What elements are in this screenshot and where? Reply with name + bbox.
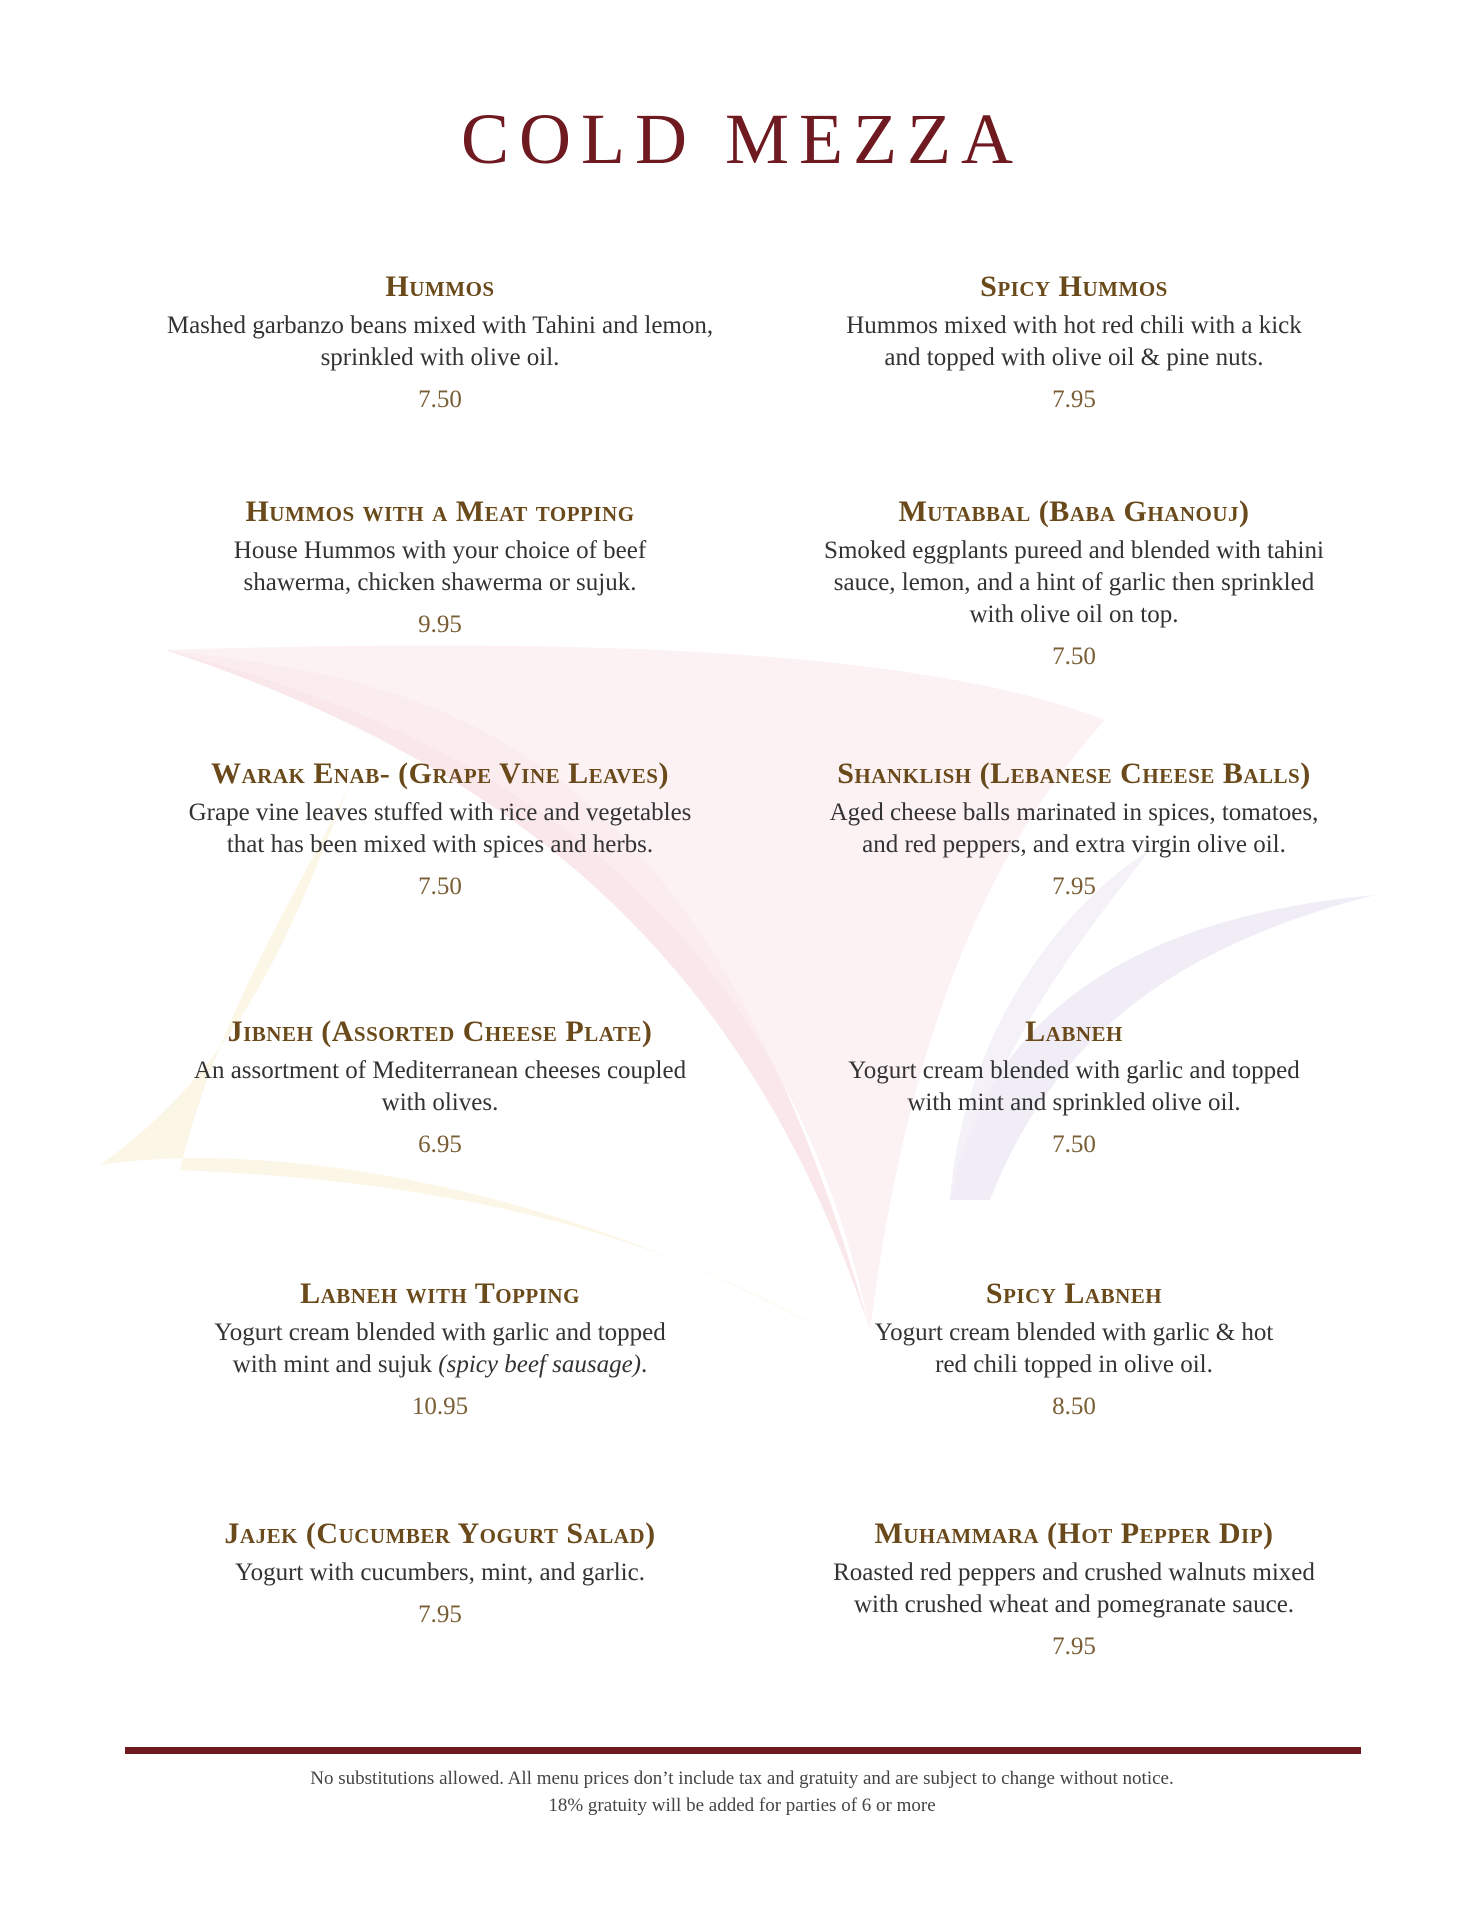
item-name: Labneh bbox=[1025, 1015, 1123, 1048]
item-description-italic: (spicy beef sausage) bbox=[438, 1351, 642, 1378]
menu-item-jibneh bbox=[130, 1015, 750, 1161]
item-description: House Hummos with your choice of beef shawerma, chicken shawerma or sujuk. bbox=[233, 537, 647, 596]
item-description bbox=[130, 1317, 750, 1381]
item-description: Mashed garbanzo beans mixed with Tahini and lemon, sprinkled with olive oil. bbox=[166, 312, 714, 371]
item-price: 9.95 bbox=[418, 611, 462, 638]
item-price: 7.50 bbox=[1052, 643, 1096, 670]
menu-item-shanklish bbox=[764, 757, 1384, 903]
item-description-main: Yogurt cream blended with garlic and topped with mint and sujuk bbox=[214, 1319, 666, 1378]
item-name: Spicy Labneh bbox=[985, 1277, 1163, 1310]
item-description: An assortment of Mediterranean cheeses coupled with olives. bbox=[193, 1057, 687, 1116]
item-price: 7.95 bbox=[418, 1601, 462, 1628]
item-description: Yogurt cream blended with garlic & hot red chili topped in olive oil. bbox=[874, 1319, 1274, 1378]
item-description: Aged cheese balls marinated in spices, tomatoes, and red peppers, and extra virgin olive oil. bbox=[829, 799, 1319, 858]
footer-notice bbox=[0, 1765, 1484, 1819]
item-price: 7.50 bbox=[1052, 1131, 1096, 1158]
item-name: Muhammara (Hot Pepper Dip) bbox=[874, 1517, 1274, 1550]
item-name: Hummos bbox=[385, 270, 495, 303]
item-name: Jibneh (Assorted Cheese Plate) bbox=[227, 1015, 653, 1048]
menu-item-jajek bbox=[130, 1517, 750, 1631]
menu-item-hummos bbox=[130, 270, 750, 416]
item-price: 10.95 bbox=[411, 1393, 469, 1420]
menu-item-labneh bbox=[764, 1015, 1384, 1161]
item-price: 7.95 bbox=[1052, 386, 1096, 413]
item-name: Mutabbal (Baba Ghanouj) bbox=[898, 495, 1250, 528]
item-name: Spicy Hummos bbox=[980, 270, 1168, 303]
footer-divider bbox=[125, 1747, 1361, 1754]
menu-item-labneh-with-topping bbox=[130, 1277, 750, 1423]
item-price: 6.95 bbox=[418, 1131, 462, 1158]
item-description: Hummos mixed with hot red chili with a kick and topped with olive oil & pine nuts. bbox=[846, 312, 1302, 371]
menu-item-spicy-labneh bbox=[764, 1277, 1384, 1423]
item-name: Jajek (Cucumber Yogurt Salad) bbox=[224, 1517, 656, 1550]
footer-line-2: 18% gratuity will be added for parties of 6 or more bbox=[548, 1795, 936, 1816]
menu-item-hummos-meat-topping bbox=[130, 495, 750, 641]
menu-item-warak-enab bbox=[130, 757, 750, 903]
menu-item-spicy-hummos bbox=[764, 270, 1384, 416]
item-description: Roasted red peppers and crushed walnuts mixed with crushed wheat and pomegranate sauce. bbox=[833, 1559, 1315, 1618]
item-price: 7.95 bbox=[1052, 1633, 1096, 1660]
item-name: Shanklish (Lebanese Cheese Balls) bbox=[837, 757, 1311, 790]
item-description: Smoked eggplants pureed and blended with tahini sauce, lemon, and a hint of garlic then sprinkled with olive oil on top. bbox=[824, 537, 1324, 628]
footer-line-1: No substitutions allowed. All menu prices don’t include tax and gratuity and are subject to change without notice. bbox=[310, 1768, 1174, 1789]
item-price: 7.95 bbox=[1052, 873, 1096, 900]
item-price: 7.50 bbox=[418, 386, 462, 413]
item-price: 8.50 bbox=[1052, 1393, 1096, 1420]
page-title: COLD MEZZA bbox=[461, 99, 1023, 179]
item-description: Grape vine leaves stuffed with rice and vegetables that has been mixed with spices and herbs. bbox=[188, 799, 692, 858]
menu-item-mutabbal bbox=[764, 495, 1384, 673]
item-description: Yogurt cream blended with garlic and topped with mint and sprinkled olive oil. bbox=[848, 1057, 1300, 1116]
item-name: Warak Enab- (Grape Vine Leaves) bbox=[211, 757, 669, 790]
item-description: Yogurt with cucumbers, mint, and garlic. bbox=[235, 1559, 645, 1586]
item-name: Hummos with a Meat topping bbox=[245, 495, 635, 528]
item-price: 7.50 bbox=[418, 873, 462, 900]
item-description-end: . bbox=[641, 1351, 648, 1378]
menu-item-muhammara bbox=[764, 1517, 1384, 1663]
item-name: Labneh with Topping bbox=[300, 1277, 580, 1310]
